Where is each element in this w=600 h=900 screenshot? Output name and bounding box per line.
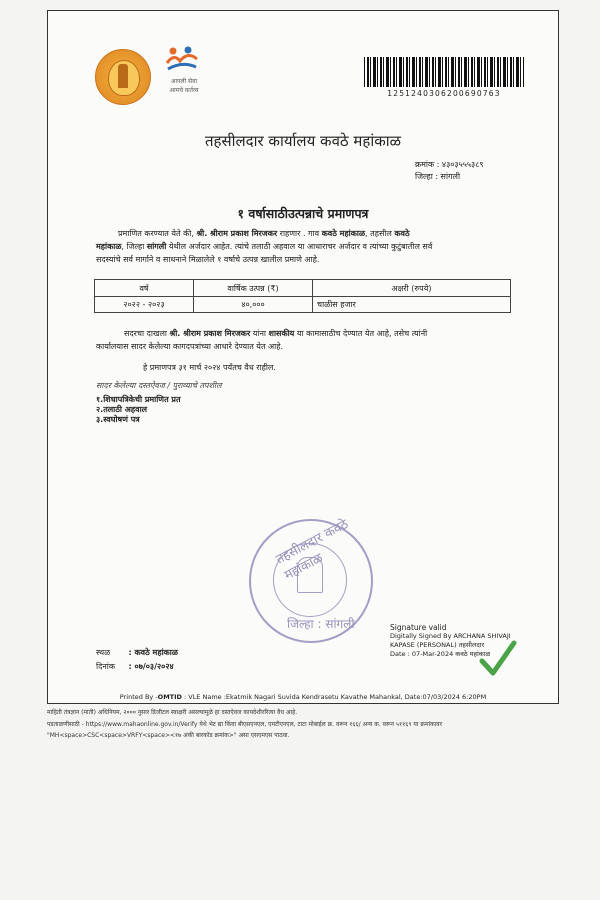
- table-header-words: अक्षरी (रुपये): [313, 280, 511, 297]
- certificate-paragraph-2: सदरचा दाखला श्री. श्रीराम प्रकाश मिरजकर यांना शासकीय या कामासाठीच देण्यात येत आहे, तसेच त्यांनी कार्यालयास सादर केलेल्या कागदपत्रांच्या आधारे देण्यात येत आहे.: [96, 329, 428, 351]
- signature-line-1: Digitally Signed By ARCHANA SHIVAJI: [390, 632, 511, 640]
- aaple-seva-line1: आपली सेवा: [170, 78, 197, 85]
- list-item: ३.स्वघोषणं पत्र: [96, 415, 140, 424]
- certificate-page: [47, 10, 559, 704]
- date-row: दिनांक : ०७/०३/२०२४: [96, 662, 174, 671]
- checkmark-icon: [479, 639, 517, 679]
- docs-list: [96, 395, 181, 425]
- table-cell-words: चाळीस हजार: [313, 297, 511, 313]
- list-item: २.तलाठी अहवाल: [96, 405, 148, 414]
- place-row: स्थळ : कवठे महांकाळ: [96, 648, 178, 657]
- stamp-top-text: तहसीलदार कवठे महांकाळ: [273, 516, 352, 584]
- applicant-name: श्री. श्रीराम प्रकाश मिरजकर: [196, 229, 278, 238]
- table-header-income: वार्षिक उत्पन्न (₹): [194, 280, 313, 297]
- sms-note: "MH<space>CSC<space>VRFY<space><१७ अंकी बारकोड क्रमांक>" असा एसएमएस पाठवा.: [47, 732, 290, 739]
- digital-signature: [390, 623, 560, 659]
- table-row: [95, 297, 511, 313]
- legal-note: माहिती तंत्रज्ञान (माती) अधिनियम, २००० नुसार डिजीटल स्वाक्षरी असल्यामुळे हा दस्तऐवज कायदेशीररित्या वैध आहे.: [47, 709, 298, 716]
- barcode-number: 1251240306200690763: [387, 89, 501, 98]
- income-table: [94, 279, 511, 313]
- jilha: जिल्हा : सांगली: [415, 172, 461, 181]
- certificate-paragraph-1: प्रमाणित करण्यात येते की, श्री. श्रीराम प्रकाश मिरजकर राहणार . गाव कवठे महांकाळ, तहसील कवठे महांकाळ, जिल्हा सांगली येथील अर्जदार आहेत. त्यांचे तलाठी अहवाल या आधाराचर अर्जदार व त्यांच्या कुटुंबातील सर्व सदस्यांचे सर्व मार्गाने व साधनाने मिळालेले १ वर्षाचे उत्पन्न खालील प्रमाणे आहे.: [96, 229, 433, 264]
- signature-line-2: KAPASE (PERSONAL) तहसीलदार: [390, 641, 485, 649]
- kramank: क्रमांक : ४३०३५५५३८९: [415, 160, 484, 169]
- signature-line-3: Date : 07-Mar-2024 कवठे महांकाळ: [390, 650, 491, 658]
- print-footer: Printed By -OMTID : VLE Name :Ekatmik Nagari Suvida Kendrasetu Kavathe Mahankal, Date:07/03/2024 6:20PM: [119, 693, 487, 701]
- aaple-seva-logo: [158, 41, 210, 111]
- docs-heading: सादर केलेल्या दस्तऐवज / पुराव्याचे तपशील: [96, 381, 222, 390]
- list-item: १.शिधापत्रिकेची प्रमाणित प्रत: [96, 395, 181, 404]
- aaple-seva-line2: आमचे कर्तव्य: [169, 87, 199, 94]
- aaple-seva-icon: [164, 45, 200, 75]
- verify-note: पडताळणीसाठी - https://www.mahaonline.gov.in/Verify येथे भेट द्या किंवा बीएसएनएल, एमटीएनएल, टाटा मोबाईल क्र. वरून १६६/ अन्य क. वरून ५११६९ या क्रमांकावर: [47, 721, 443, 728]
- office-title: तहसीलदार कार्यालय कवठे महांकाळ: [204, 132, 402, 150]
- signature-valid: Signature valid: [390, 623, 447, 632]
- table-cell-income: ४०,०००: [194, 297, 313, 313]
- maharashtra-emblem-icon: [95, 49, 151, 105]
- certificate-title: १ वर्षासाठीउत्पन्नाचे प्रमाणपत्र: [237, 206, 369, 221]
- barcode: [364, 57, 524, 87]
- stamp-bottom-text: जिल्हा : सांगली: [287, 617, 355, 631]
- table-header-year: वर्ष: [95, 280, 194, 297]
- table-cell-year: २०२२ - २०२३: [95, 297, 194, 313]
- validity-text: हे प्रमाणपत्र ३१ मार्च २०२४ पर्यंतच वैध राहील.: [143, 363, 276, 372]
- office-stamp: [249, 516, 373, 643]
